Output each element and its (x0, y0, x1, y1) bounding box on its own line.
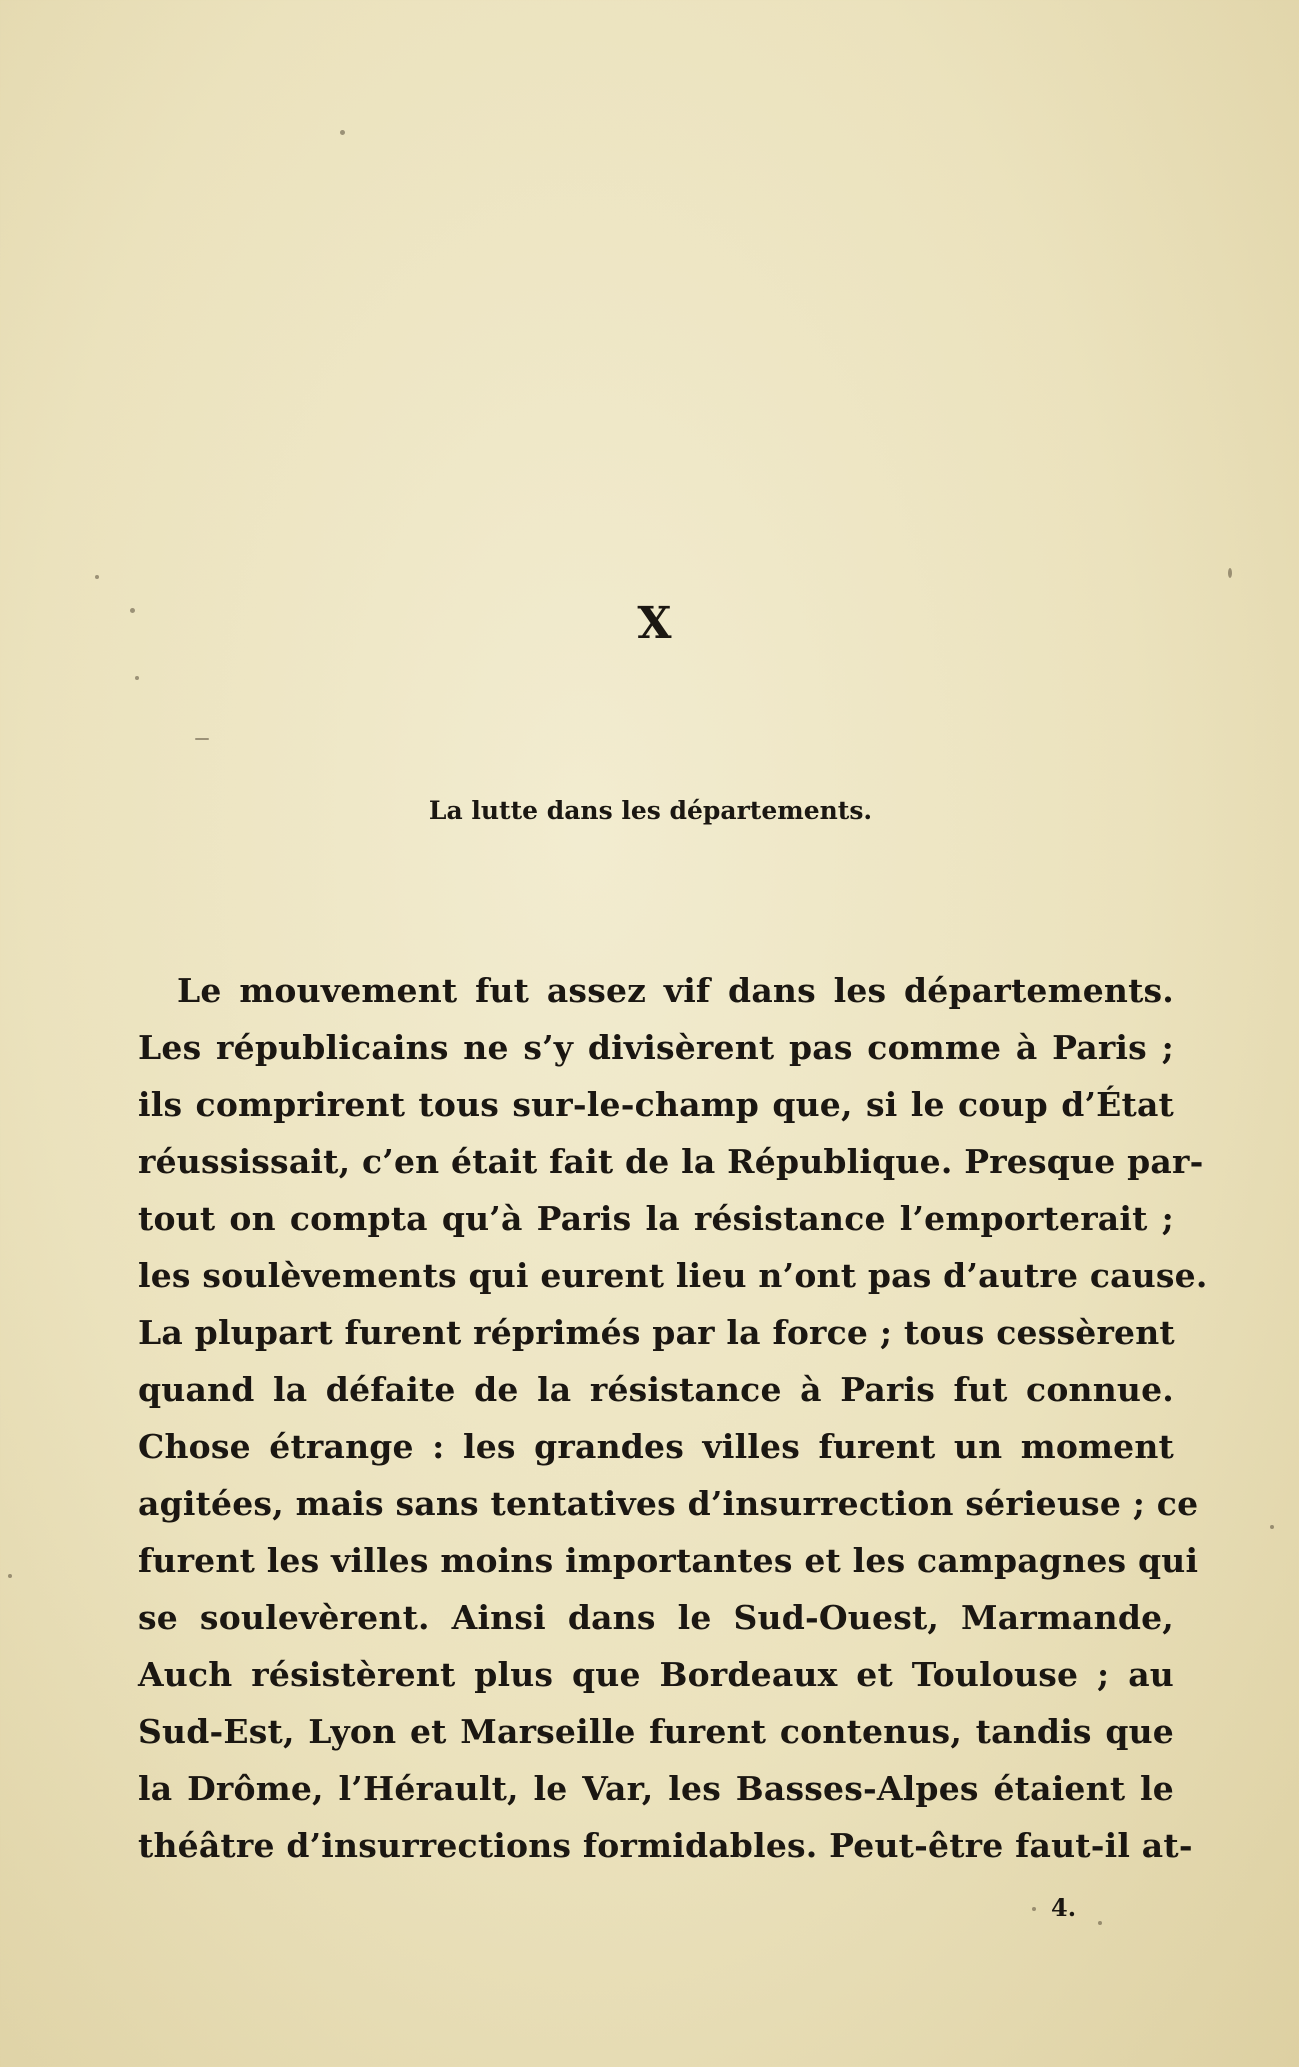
page-number: 4. (1051, 1893, 1077, 1922)
text-line: furent les villes moins importantes et les campagnes qui (138, 1541, 1199, 1580)
body-text (138, 962, 1208, 1874)
text-line: quand la défaite de la résistance à Paris fut connue. (138, 1370, 1174, 1409)
paper-speck (135, 676, 139, 680)
text-line: réussissait, c’en était fait de la République. Presque par- (138, 1142, 1204, 1181)
chapter-number: X (637, 598, 674, 649)
paper-speck (340, 130, 345, 135)
text-line: Chose étrange : les grandes villes furent un moment (138, 1427, 1174, 1466)
text-line: La plupart furent réprimés par la force ; tous cessèrent (138, 1313, 1175, 1352)
paper-speck (195, 738, 209, 740)
text-line: se soulevèrent. Ainsi dans le Sud-Ouest, Marmande, (138, 1598, 1174, 1637)
paper-speck (1098, 1921, 1102, 1925)
text-line: ils comprirent tous sur-le-champ que, si le coup d’État (138, 1085, 1174, 1124)
text-line: théâtre d’insurrections formidables. Peut-être faut-il at- (138, 1826, 1193, 1865)
text-line: les soulèvements qui eurent lieu n’ont pas d’autre cause. (138, 1256, 1208, 1295)
text-line: tout on compta qu’à Paris la résistance l’emporterait ; (138, 1199, 1174, 1238)
paper-speck (130, 608, 135, 613)
paper-speck (1228, 568, 1232, 578)
text-line: Auch résistèrent plus que Bordeaux et Toulouse ; au (138, 1655, 1174, 1694)
paper-speck (95, 575, 99, 579)
chapter-title: La lutte dans les départements. (428, 796, 873, 825)
text-line: agitées, mais sans tentatives d’insurrection sérieuse ; ce (138, 1484, 1199, 1523)
paper-speck (1270, 1525, 1274, 1529)
text-line: la Drôme, l’Hérault, le Var, les Basses-Alpes étaient le (138, 1769, 1174, 1808)
text-line: Sud-Est, Lyon et Marseille furent contenus, tandis que (138, 1712, 1174, 1751)
text-line: Le mouvement fut assez vif dans les départements. (177, 971, 1174, 1010)
paper-speck (8, 1574, 12, 1578)
paper-speck (1032, 1907, 1036, 1911)
text-line: Les républicains ne s’y divisèrent pas comme à Paris ; (138, 1028, 1174, 1067)
